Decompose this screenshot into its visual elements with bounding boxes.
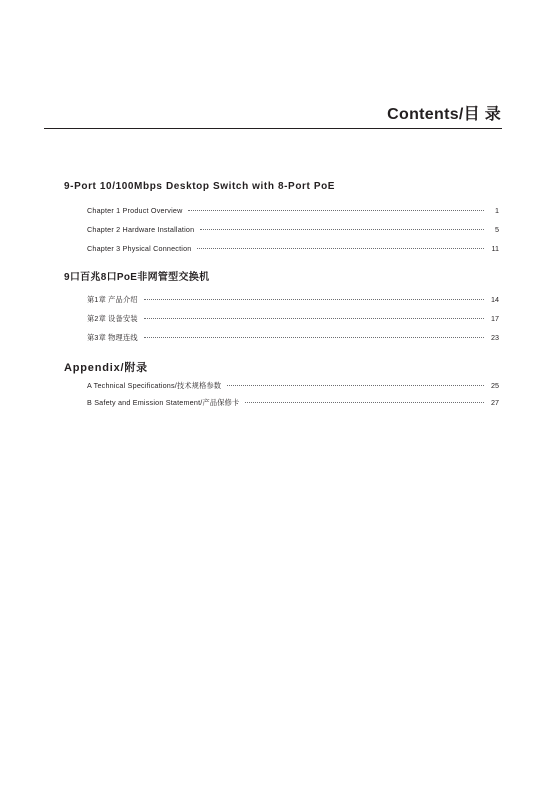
toc-entry-label: Chapter 1 Product Overview xyxy=(87,206,183,215)
toc-entry[interactable] xyxy=(87,244,499,255)
toc-entry-label: 第1章 产品介绍 xyxy=(87,295,138,304)
toc-dot-leader xyxy=(227,385,484,386)
toc-page-number: 25 xyxy=(491,381,499,390)
section-heading-appendix: Appendix/附录 xyxy=(64,362,148,374)
toc-dot-leader xyxy=(188,210,484,211)
toc-dot-leader xyxy=(144,318,484,319)
toc-entry[interactable] xyxy=(87,206,499,217)
toc-dot-leader xyxy=(144,337,484,338)
toc-entry[interactable] xyxy=(87,314,499,325)
toc-page-number: 5 xyxy=(495,225,499,234)
toc-entry-label: 第2章 设备安装 xyxy=(87,314,138,323)
toc-page-number: 14 xyxy=(491,295,499,304)
section-heading-product: 9-Port 10/100Mbps Desktop Switch with 8-Port PoE xyxy=(64,181,336,192)
toc-entry[interactable] xyxy=(87,225,499,236)
toc-entry[interactable] xyxy=(87,398,499,409)
toc-entry-label: 第3章 物理连线 xyxy=(87,333,138,342)
page-title: Contents/目 录 xyxy=(387,106,501,123)
toc-page-number: 17 xyxy=(491,314,499,323)
toc-entry[interactable] xyxy=(87,333,499,344)
toc-dot-leader xyxy=(200,229,484,230)
toc-entry-label: A Technical Specifications/技术规格参数 xyxy=(87,381,222,390)
toc-page-number: 27 xyxy=(491,398,499,407)
toc-dot-leader xyxy=(144,299,484,300)
toc-page-number: 11 xyxy=(491,244,499,253)
toc-entry[interactable] xyxy=(87,381,499,392)
toc-entry-label: B Safety and Emission Statement/产品保修卡 xyxy=(87,398,240,407)
section-heading-chinese: 9口百兆8口PoE非网管型交换机 xyxy=(64,272,210,283)
toc-page-number: 23 xyxy=(491,333,499,342)
title-rule xyxy=(44,128,502,129)
toc-entry-label: Chapter 3 Physical Connection xyxy=(87,244,192,253)
toc-entry-label: Chapter 2 Hardware Installation xyxy=(87,225,195,234)
toc-page-number: 1 xyxy=(495,206,499,215)
toc-dot-leader xyxy=(245,402,484,403)
toc-entry[interactable] xyxy=(87,295,499,306)
toc-dot-leader xyxy=(197,248,484,249)
